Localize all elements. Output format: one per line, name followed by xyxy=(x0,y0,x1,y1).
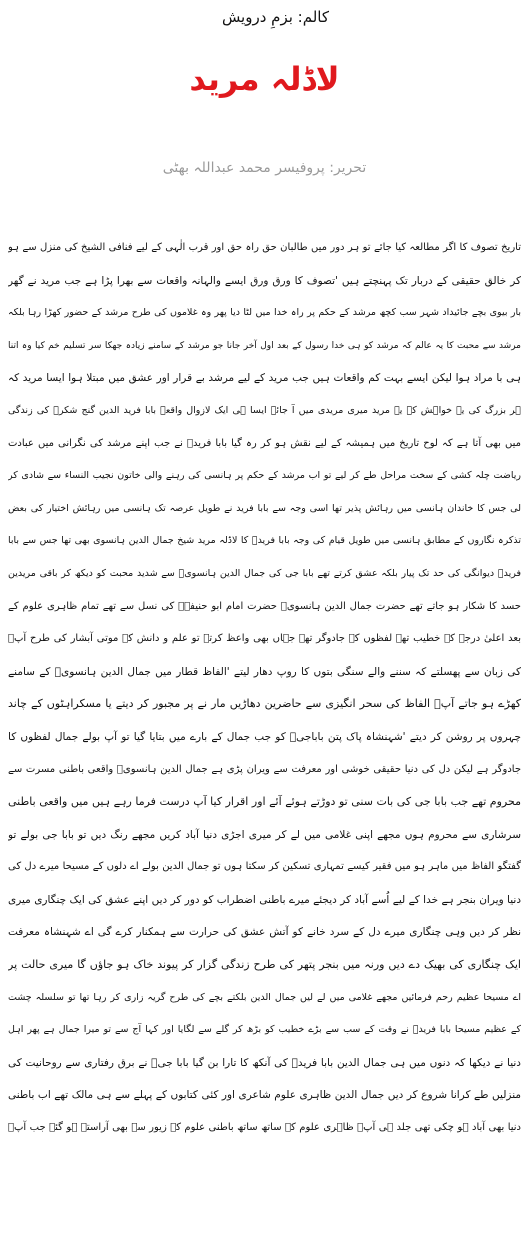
article-line: گفتگو الفاظ میں ماہر ہو میں فقیر کیسے تمہاری تسکین کر سکتا ہوں تو جمال الدین بولے اے دلوں کے مسیحا میرے دل کی xyxy=(8,861,521,873)
article-line: دنیا ویران بنجر ہے خدا کے لیے اُسے آباد کر دیجئے میرے باطنی اضطراب کو دور کر دیں اپنے عشق کی ایک چنگاری میری xyxy=(8,893,521,906)
article-line: تاریخ تصوف کا اگر مطالعہ کیا جائے تو ہر دور میں طالبان حق راہ حق اور قرب الٰہی کے لیے فنافی الشیخ کی منزل سے ہو xyxy=(8,242,521,253)
article-line: سرشاری سے محروم ہوں مجھے اپنی غلامی میں لے کر میری اجڑی دنیا آباد کریں مجھے رنگ دیں تو بابا جی بولے تو xyxy=(8,828,521,841)
article-line: جادوگر ہے لیکن دل کی دنیا حقیقی خوشی اور معرفت سے ویران پڑی ہے جمال الدین ہانسویؒ واقعی باطنی مسرت سے xyxy=(8,763,521,775)
article-line: کھڑے ہو جاتے آپؒ الفاظ کی سحر انگیزی سے حاضرین دھاڑیں مار نے پر مجبور کر دیتے یا مسکراہٹوں کے چاند xyxy=(8,697,521,711)
article-line: چہروں پر روشن کر دیتے 'شہنشاہ پاک پتن باباجیؒ کو جب جمال کے بارے میں بتایا گیا تو آپ بولے جمال لفظوں کا xyxy=(8,730,521,743)
article-line: لی جس کا خاندان ہانسی میں رہائش پذیر تھا اسی وجہ سے بابا فرید نے طویل عرصہ تک ہانسی میں رہائش اختیار کی بعض xyxy=(8,502,521,514)
article-byline: تحریر: پروفیسر محمد عبداللہ بھٹی xyxy=(162,160,367,176)
article-line: کے عظیم مسیحا بابا فریدؒ نے وقت کے سب سے بڑے خطیب کو بڑھ کر گلے سے لگایا اور کہا آج سے تو میرا جمال ہے پھر اہل xyxy=(8,1024,521,1036)
article-line: منزلیں طے کرانا شروع کر دیں جمال الدین ظاہری علوم شاعری اور کئی کتابوں کے پہلے سے ہی مالک تھے اب باطنی xyxy=(8,1089,521,1102)
article-line: حسد کا شکار ہو جاتے تھے حضرت جمال الدین ہانسویؒ حضرت امام ابو حنیفہؒ کی نسل سے تھے تمام ظاہری علوم کے xyxy=(8,600,521,612)
article-line: کر خالق حقیقی کے دربار تک پہنچتے ہیں 'تصوف کا ورق ورق ایسے والہانہ واقعات سے بھرا پڑا ہے جب مرید نے گھر xyxy=(8,274,521,287)
article-line: دنیا نے دیکھا کہ دنوں میں ہی جمال الدین بابا فریدؒ کی آنکھ کا تارا بن گیا بابا جیؒ نے برق رفتاری سے روحانیت کی xyxy=(8,1056,521,1069)
article-title: لاڈلہ مرید xyxy=(189,60,340,98)
article-line: کی زبان سے پھسلتے کہ سننے والے سنگی بتوں کا روپ دھار لیتے 'الفاظ قطار میں جمال الدین ہانسویؒ کے سامنے xyxy=(8,665,521,678)
article-line: ایک چنگاری کی بھیک دے دیں ورنہ میں بنجر پتھر کی طرح زندگی گزار کر پیوند خاک ہو جاؤں گا میری حالت پر xyxy=(8,958,521,972)
article-line: بعد اعلیٰ درجے کے خطیب تھے لفظوں کے جادوگر تھے جہاں بھی واعظ کرتے تو علم و دانش کے موتی آبشار کی طرح آپؒ xyxy=(8,633,521,645)
article-line: ہر بزرگ کی یہ خواہش کہ یہ مرید میری مریدی میں آ جائے ایسا ہی ایک لازوال واقعہ بابا فرید الدین گنج شکرؒ کی زندگی xyxy=(8,404,521,416)
article-line: ریاضت چلہ کشی کے سخت مراحل طے کر لیے تو اب مرشد کے حکم پر ہانسی کی رہنے والی خاتون نجیب النساء سے شادی کر xyxy=(8,470,521,482)
article-body xyxy=(8,232,521,1145)
article-line: فریدؒ دیوانگی کی حد تک پیار بلکہ عشق کرتے تھے بابا جی کی جمال الدین ہانسویؒ سے شدید محبت کو دیکھ کر باقی مریدین xyxy=(8,567,521,579)
article-line: ہی با مراد ہوا لیکن ایسے بہت کم واقعات ہیں جب مرید کے لیے مرشد بے قرار اور عشق میں مبتلا ہوا ایسا مرید کہ xyxy=(8,372,521,385)
article-line: بار بیوی بچے جائیداد شہر سب کچھ مرشد کے حکم پر راہ خدا میں لٹا دیا پھر وہ غلاموں کی طرح مرشد کے حضور کھڑا رہا بلکہ xyxy=(8,307,521,319)
article-line: محروم تھے جب بابا جی کی بات سنی تو دوڑتے ہوئے آئے اور اقرار کیا آپ درست فرما رہے ہیں میں واقعی باطنی xyxy=(8,795,521,809)
article-line: اے مسیحا عظیم رحم فرمائیں مجھے غلامی میں لے لیں جمال الدین بلکتے بچے کی طرح گریہ زاری کر رہا تھا تو سلسلہ چشت xyxy=(8,991,521,1003)
column-label: کالم: بزمِ درویش xyxy=(221,8,329,26)
article-line: نظر کر دیں وہی چنگاری میرے دل کے سرد خانے کو آتش عشق کی حرارت سے ہمکنار کرے گی اے شہنشاہ معرفت xyxy=(8,926,521,939)
article-line: دنیا بھی آباد ہو چکی تھی جلد ہی آپؒ ظاہری علوم کے ساتھ ساتھ باطنی علوم کے زیور سے بھی آراستہ ہو گئے جب آپؒ xyxy=(8,1122,521,1134)
article-line: مرشد سے محبت کا یہ عالم کہ مرشد کو ہی خدا رسول کے بعد اول آخر جانا جو مرشد کے سامنے زیادہ جھکا سر تسلیم خم کیا وہ اتنا xyxy=(8,340,521,351)
article-line: میں بھی آتا ہے کہ لوح تاریخ میں ہمیشہ کے لیے نقش ہو کر رہ گیا بابا فریدؒ نے جب اپنے مرشد کی نگرانی میں عبادت xyxy=(8,437,521,449)
article-line: تذکرہ نگاروں کے مطابق ہانسی میں طویل قیام کی وجہ بابا فریدؒ کا لاڈلہ مرید شیخ جمال الدین ہانسوی بھی تھا جس سے بابا xyxy=(8,535,521,547)
